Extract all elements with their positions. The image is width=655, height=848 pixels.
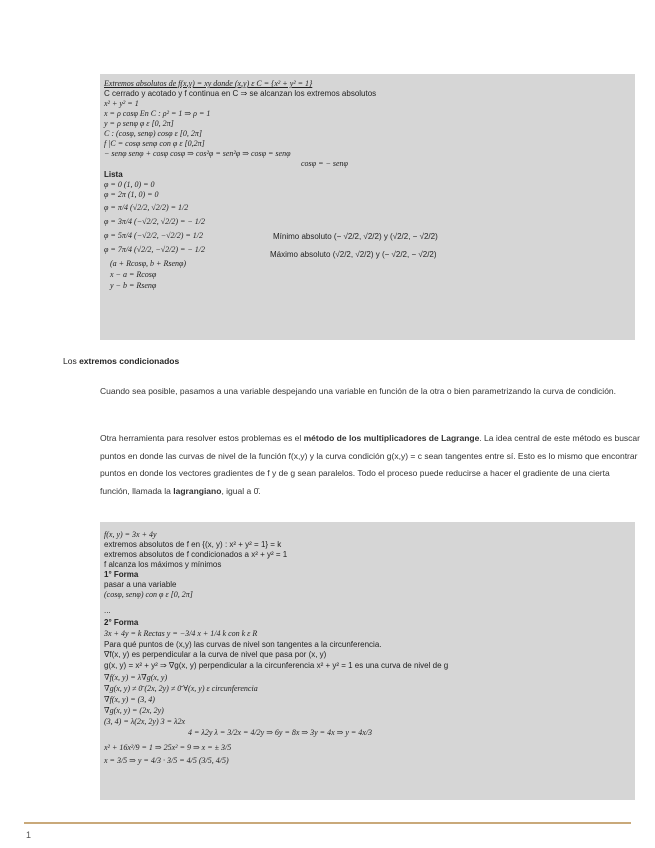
box2-line-10: 3x + 4y = k Rectas y = −3/4 x + 1/4 k con k ε R [104,629,258,638]
box1-line-1: Extremos absolutos de f(x,y) = xy donde (x,y) ε C = {x² + y² = 1} [104,79,313,88]
box1-line-9: cosφ = − senφ [301,159,348,168]
box2-line-14: ∇f(x, y) = λ∇g(x, y) [104,673,168,682]
box2-line-13: g(x, y) = x² + y² ⇒ ∇g(x, y) perpendicular a la circunferencia x² + y² = 1 es una curva de nivel de g [104,661,449,670]
box1-line-15: φ = 5π/4 (−√2/2, −√2/2) = 1/2 [104,231,204,240]
para2-text-3: , igual a 0̄. [221,485,261,496]
box1-line-18: x − a = Rcosφ [110,270,157,279]
box2-first-form-heading: 1° Forma [104,570,139,579]
example-box-lagrange [100,522,635,800]
box2-line-12: ∇f(x, y) es perpendicular a la curva de nivel que pasa por (x, y) [104,650,327,659]
box1-line-12: φ = 2π (1, 0) = 0 [104,190,159,199]
box2-line-18: (3, 4) = λ(2x, 2y) 3 = λ2x [104,717,186,726]
box1-line-13: φ = π/4 (√2/2, √2/2) = 1/2 [104,203,189,212]
box2-line-8: ... [104,606,111,615]
box1-line-5: y = ρ senφ φ ε [0, 2π] [104,119,174,128]
box2-line-20: x² + 16x²/9 = 1 ⇒ 25x² = 9 ⇒ x = ± 3/5 [104,743,232,752]
box2-line-17: ∇g(x, y) = (2x, 2y) [104,706,164,715]
box2-line-16: ∇f(x, y) = (3, 4) [104,695,155,704]
box1-line-17: (a + Rcosφ, b + Rsenφ) [110,259,187,268]
box2-line-19: 4 = λ2y λ = 3/2x = 4/2y ⇒ 6y = 8x ⇒ 3y = 4x ⇒ y = 4x/3 [188,728,373,737]
box1-list-heading: Lista [104,170,123,179]
box2-line-1: f(x, y) = 3x + 4y [104,530,157,539]
para2-text-1: Otra herramienta para resolver estos problemas es el [100,433,304,443]
box1-line-16: φ = 7π/4 (√2/2, −√2/2) = − 1/2 [104,245,206,254]
minimum-absolute-label: Mínimo absoluto (− √2/2, √2/2) y (√2/2, − √2/2) [273,232,438,241]
box2-line-11: Para qué puntos de (x,y) las curvas de nivel son tangentes a la circunferencia. [104,640,382,649]
paragraph-lagrange [100,430,640,500]
maximum-absolute-label: Máximo absoluto (√2/2, √2/2) y (− √2/2, − √2/2) [270,250,437,259]
box2-line-2: extremos absolutos de f en {(x, y) : x² + y² = 1} = k [104,540,282,549]
box2-line-3: extremos absolutos de f condicionados a x² + y² = 1 [104,550,288,559]
box1-line-6: C : (cosφ, senφ) cosφ ε [0, 2π] [104,129,202,138]
para2-text-2: . La idea central de este método es buscar puntos en donde las curvas de nivel de la función f(x,y) y la curva condición g(x,y) = c sean tangentes entre sí. Esto es lo mismo que encontrar puntos en donde los vectores gradientes de f y de g sean paralelos. Todo el proceso puede reducirse a hacer el gradiente de una cierta función, llamada la [100,433,640,496]
page-number: 1 [26,830,32,840]
box2-line-6: pasar a una variable [104,580,177,589]
example-box-absolute-extrema [100,74,635,340]
box1-line-19: y − b = Rsenφ [110,281,157,290]
box2-line-15: ∇g(x, y) ≠ 0̄ (2x, 2y) ≠ 0̄ ∀(x, y) ε circunferencia [104,684,258,693]
box1-line-11: φ = 0 (1, 0) = 0 [104,180,155,189]
box2-line-21: x = 3/5 ⇒ y = 4/3 · 3/5 = 4/5 (3/5, 4/5) [104,756,229,765]
box1-line-14: φ = 3π/4 (−√2/2, √2/2) = − 1/2 [104,217,206,226]
footer-rule [24,822,631,824]
box2-line-7: (cosφ, senφ) con φ ε [0, 2π] [104,590,193,599]
section-heading-prefix: Los [63,356,80,366]
box2-second-form-heading: 2° Forma [104,618,139,627]
paragraph-variable-substitution: Cuando sea posible, pasamos a una variable despejando una variable en función de la otra o bien parametrizando la curva de condición. [100,386,617,396]
lagrangiano-term: lagrangiano [173,485,222,496]
box1-line-8: − senφ senφ + cosφ cosφ ⇒ cos²φ = sen²φ ⇒ cosφ = senφ [104,149,291,158]
section-heading-bold: extremos condicionados [79,356,180,366]
lagrange-method-term: método de los multiplicadores de Lagrange [303,433,480,443]
box1-line-3: x² + y² = 1 [104,99,139,108]
box2-line-4: f alcanza los máximos y mínimos [104,560,222,569]
box1-line-7: f |C = cosφ senφ con φ ε [0,2π] [104,139,205,148]
box1-line-4: x = ρ cosφ En C : ρ² = 1 ⇒ ρ = 1 [104,109,211,118]
section-heading [63,356,179,366]
box1-line-2: C cerrado y acotado y f continua en C ⇒ se alcanzan los extremos absolutos [104,89,377,98]
